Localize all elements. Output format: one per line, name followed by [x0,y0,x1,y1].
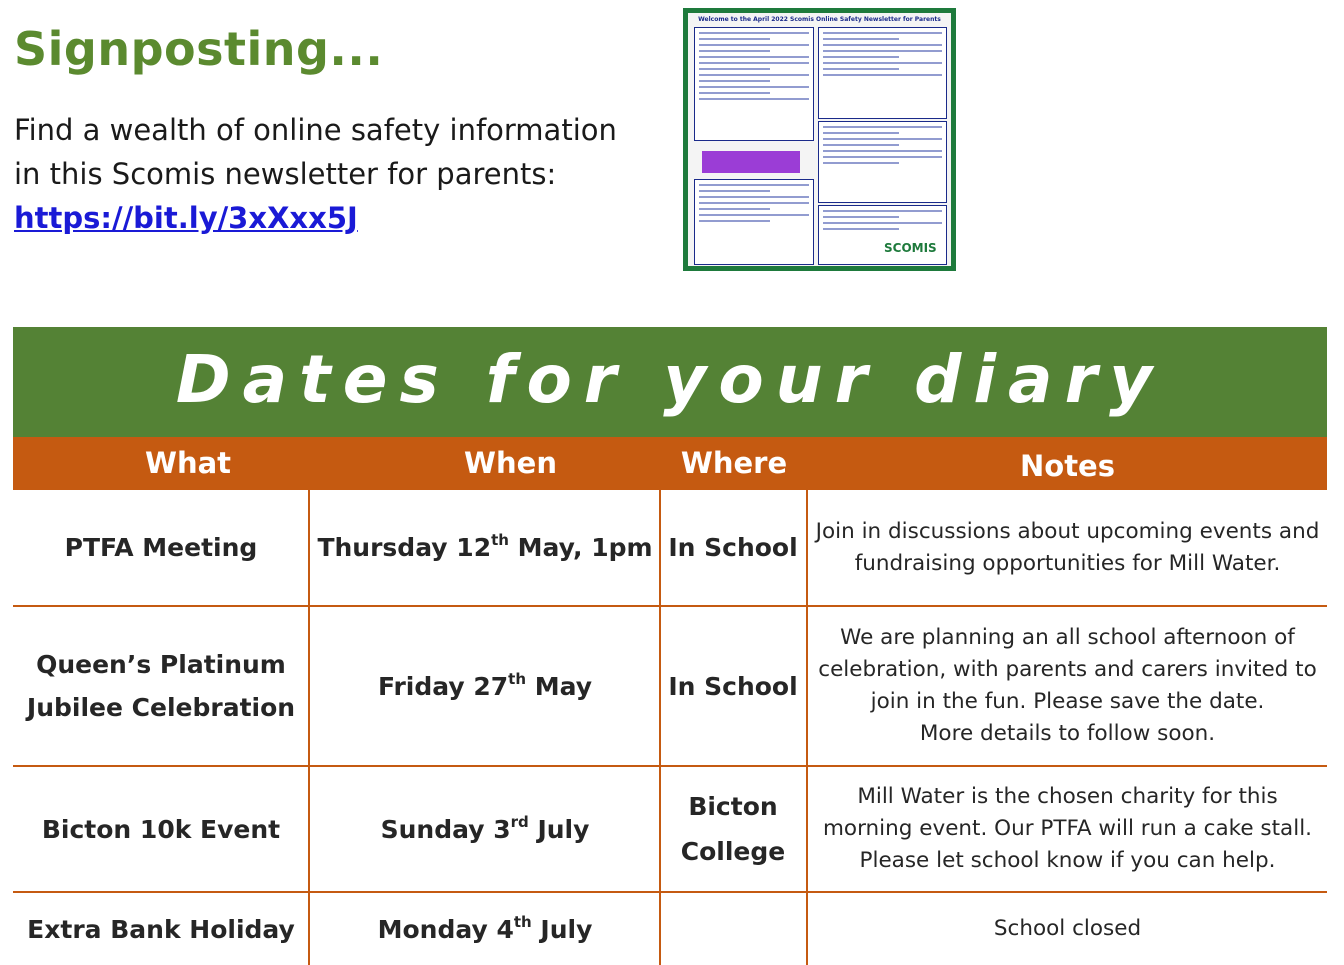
header-what: What [144,446,232,480]
diary-table-header [13,437,1327,490]
header-where: Where [680,446,788,480]
thumbnail-block [694,179,814,265]
newsletter-link[interactable]: https://bit.ly/3xXxx5J [14,201,358,235]
signposting-text [14,108,664,196]
newsletter-thumbnail[interactable] [683,8,956,271]
event-what: PTFA Meeting [64,533,258,562]
event-notes: School closed [993,916,1142,941]
diary-title: Dates for your diary [175,341,1165,418]
event-where: In School [668,533,798,562]
event-what: Queen’s Platinum Jubilee Celebration [26,650,296,722]
event-where [661,893,805,965]
thumbnail-block [818,205,947,265]
signposting-title: Signposting... [14,22,384,76]
event-when: Friday 27th May [377,669,592,701]
diary-banner [13,327,1327,437]
event-what: Extra Bank Holiday [27,914,295,944]
event-what: Bicton 10k Event [41,814,281,844]
signposting-line-1: Find a wealth of online safety information [14,113,617,147]
scomis-logo: SCOMIS [884,241,937,255]
event-notes: We are planning an all school afternoon of celebration, with parents and carers invited to join in the fun. Please save the date. More details to follow soon. [818,625,1317,746]
thumbnail-block [818,27,947,119]
table-row [13,490,1327,607]
table-row [13,893,1327,965]
event-where: In School [668,671,798,701]
event-when: Thursday 12th May, 1pm [317,531,653,562]
event-notes: Join in discussions about upcoming events and fundraising opportunities for Mill Water. [815,518,1320,576]
thumbnail-block [818,121,947,203]
event-when: Monday 4th July [377,912,593,944]
event-notes: Mill Water is the chosen charity for this morning event. Our PTFA will run a cake stall. Please let school know if you can help. [822,784,1313,873]
signposting-line-2: in this Scomis newsletter for parents: [14,157,557,191]
newsletter-thumbnail-page [688,13,951,266]
event-when: Sunday 3rd July [380,812,590,844]
header-notes: Notes [1020,449,1115,483]
header-when: When [464,446,557,480]
table-row [13,607,1327,767]
thumbnail-block [694,27,814,141]
thumbnail-heading: Welcome to the April 2022 Scomis Online Safety Newsletter for Parents [698,16,941,23]
event-where: Bicton College [680,792,786,866]
thumbnail-image [702,151,800,173]
table-row [13,767,1327,893]
